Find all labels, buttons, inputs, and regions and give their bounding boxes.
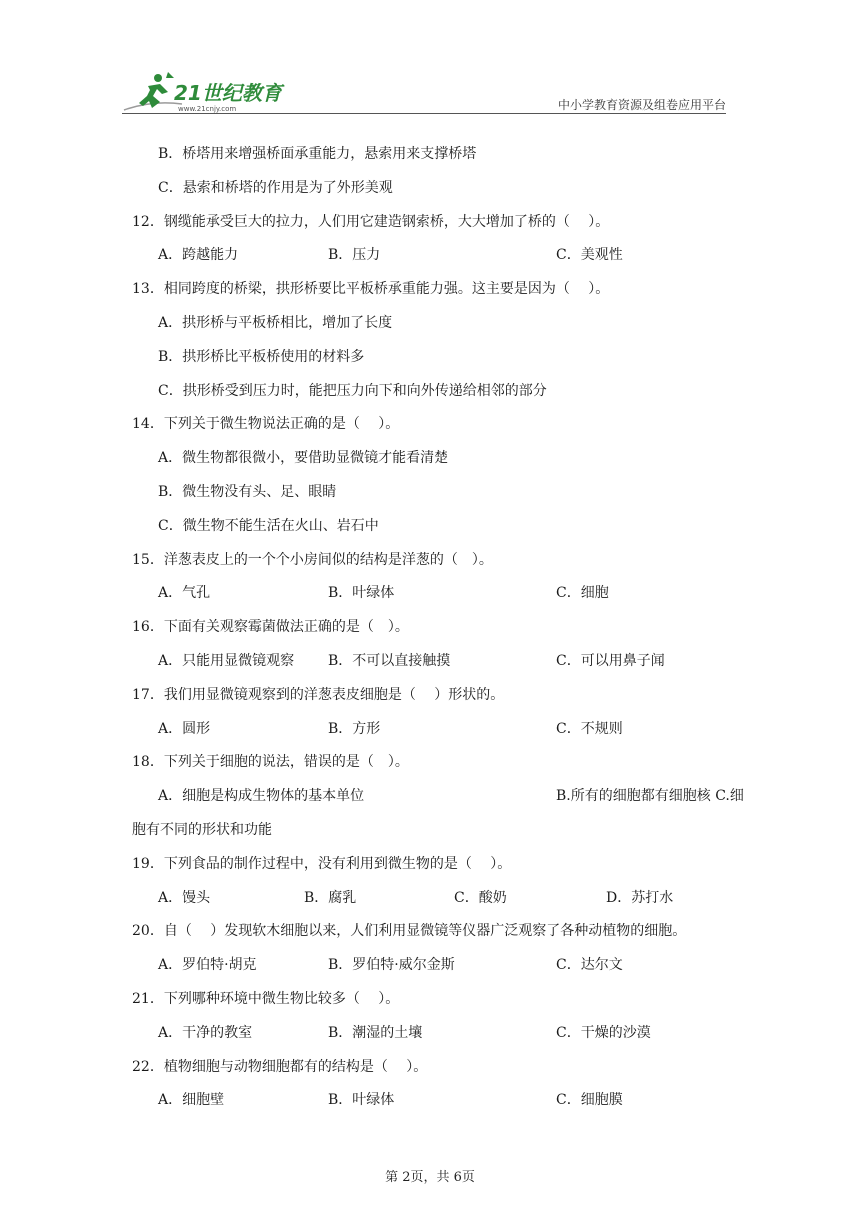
options-row	[132, 244, 752, 264]
question-stem: 16．下面有关观察霉菌做法正确的是（ ）。	[132, 619, 409, 636]
answer-option: C．细胞	[556, 585, 609, 602]
header-divider	[122, 113, 726, 114]
answer-option: C．悬索和桥塔的作用是为了外形美观	[158, 179, 393, 196]
options-row	[132, 887, 752, 907]
question-stem: 21．下列哪种环境中微生物比较多（ ）。	[132, 991, 400, 1007]
answer-option: A．圆形	[158, 720, 211, 737]
answer-option: B．罗伯特·威尔金斯	[328, 957, 455, 974]
answer-option: C．不规则	[556, 720, 623, 737]
question-stem: 17．我们用显微镜观察到的洋葱表皮细胞是（ ）形状的。	[132, 686, 505, 703]
question-stem: 13．相同跨度的桥梁，拱形桥要比平板桥承重能力强。这主要是因为（ ）。	[132, 281, 610, 298]
answer-option: B．叶绿体	[328, 1092, 395, 1109]
options-row	[132, 1089, 752, 1109]
answer-option: C．可以用鼻子闻	[556, 653, 665, 669]
answer-option: A．只能用显微镜观察	[158, 653, 295, 669]
answer-option: B．叶绿体	[328, 585, 395, 602]
page-header	[122, 66, 726, 116]
header-platform-text: 中小学教育资源及组卷应用平台	[557, 98, 726, 112]
answer-option: A．馒头	[158, 889, 211, 906]
answer-option: C．干燥的沙漠	[556, 1024, 651, 1041]
answer-option: A．细胞是构成生物体的基本单位	[158, 788, 365, 805]
answer-option: D．苏打水	[606, 889, 674, 906]
answer-option: C．细胞膜	[556, 1092, 623, 1109]
question-stem: 12．钢缆能承受巨大的拉力，人们用它建造钢索桥，大大增加了桥的（ ）。	[132, 213, 610, 230]
answer-option: B．桥塔用来增强桥面承重能力，悬索用来支撑桥塔	[158, 146, 477, 162]
answer-option: B．压力	[328, 247, 381, 264]
answer-option: B．腐乳	[304, 889, 357, 906]
question-stem: 18．下列关于细胞的说法，错误的是（ ）。	[132, 754, 409, 771]
answer-option: B.所有的细胞都有细胞核 C.细	[556, 788, 744, 805]
answer-option: A．跨越能力	[158, 247, 239, 264]
answer-option: A．细胞壁	[158, 1092, 225, 1109]
page-footer: 第 2页，共 6页	[385, 1170, 475, 1185]
question-stem: 20．自（ ）发现软木细胞以来，人们利用显微镜等仪器广泛观察了各种动植物的细胞。	[132, 923, 687, 940]
answer-option: C．美观性	[556, 247, 623, 264]
question-stem: 14．下列关于微生物说法正确的是（ ）。	[132, 416, 400, 433]
options-row	[132, 718, 752, 738]
answer-option: B．微生物没有头、足、眼睛	[158, 484, 337, 500]
options-row	[132, 785, 752, 805]
answer-option: B．拱形桥比平板桥使用的材料多	[158, 348, 365, 365]
answer-option: C．达尔文	[556, 957, 623, 974]
question-stem: 19．下列食品的制作过程中，没有利用到微生物的是（ ）。	[132, 855, 512, 872]
options-row	[132, 954, 752, 974]
answer-option: C．酸奶	[454, 889, 507, 906]
option-continuation: 胞有不同的形状和功能	[132, 822, 272, 838]
logo-text: 21世纪教育	[174, 81, 282, 105]
question-stem: 15．洋葱表皮上的一个个小房间似的结构是洋葱的（ ）。	[132, 551, 493, 568]
answer-option: B．潮湿的土壤	[328, 1024, 423, 1041]
answer-option: B．方形	[328, 720, 381, 737]
answer-option: C．微生物不能生活在火山、岩石中	[158, 517, 379, 534]
answer-option: A．微生物都很微小，要借助显微镜才能看清楚	[158, 450, 449, 467]
answer-option: A．罗伯特·胡克	[158, 957, 257, 974]
answer-option: A．气孔	[158, 585, 211, 602]
answer-option: B．不可以直接触摸	[328, 653, 451, 669]
options-row	[132, 650, 752, 670]
question-stem: 22．植物细胞与动物细胞都有的结构是（ ）。	[132, 1058, 428, 1075]
logo-url: www.21cnjy.com	[178, 105, 237, 113]
answer-option: A．干净的教室	[158, 1024, 253, 1041]
logo-21cnjy	[122, 70, 292, 114]
answer-option: A．拱形桥与平板桥相比，增加了长度	[158, 315, 393, 331]
options-row	[132, 1022, 752, 1042]
options-row	[132, 582, 752, 602]
answer-option: C．拱形桥受到压力时，能把压力向下和向外传递给相邻的部分	[158, 382, 547, 399]
